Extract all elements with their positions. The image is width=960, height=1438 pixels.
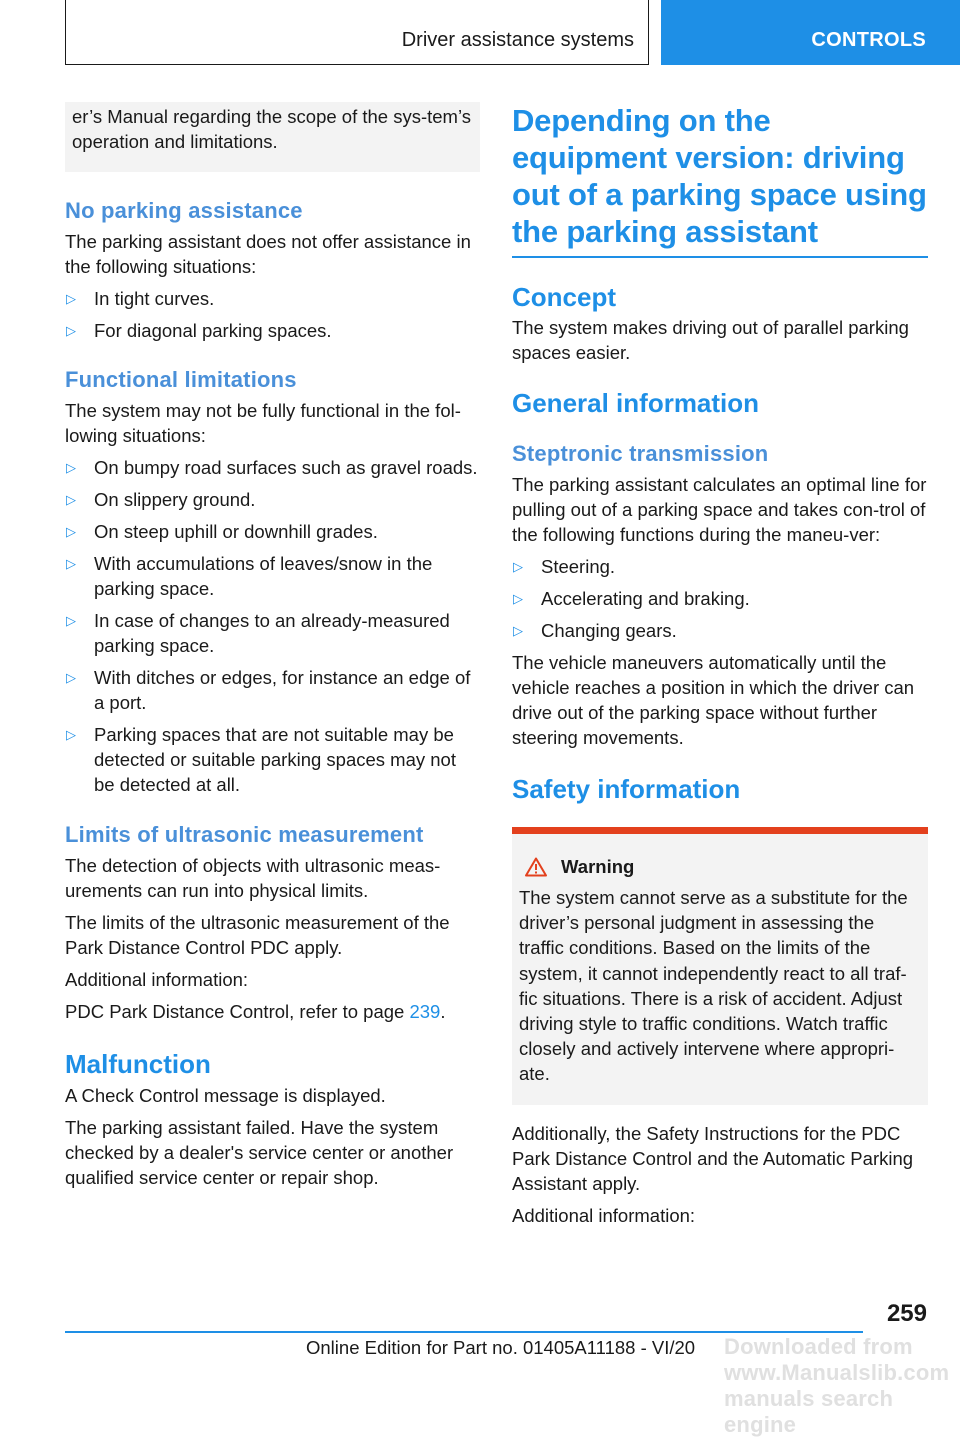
steptronic-list [512,554,928,643]
triangle-bullet-icon: ▷ [66,613,76,628]
safety-p2: Additional information: [512,1204,696,1226]
heading-safety-information: Safety information [512,774,741,804]
list-item: ▷ On slippery ground. [66,489,256,510]
watermark-text: Downloaded from www.Manualslib.com manuals search engine [724,1334,950,1437]
no-parking-intro: The parking assistant does not offer assistance in the following situations: [65,231,471,277]
triangle-bullet-icon: ▷ [66,524,76,539]
header-section-title: Driver assistance systems [401,29,634,51]
footer-rule [65,1331,863,1333]
concept-text: The system makes driving out of parallel parking spaces easier. [512,317,909,363]
list-item: ▷ On bumpy road surfaces such as gravel roads. [66,457,478,478]
heading-concept: Concept [512,282,616,312]
triangle-bullet-icon: ▷ [66,492,76,507]
warning-triangle-icon [525,857,547,877]
warning-box [512,827,928,1105]
heading-functional-limitations: Functional limitations [65,367,297,392]
list-item: ▷ In case of changes to an already-measured parking space. [66,610,450,656]
list-item: ▷ In tight curves. [66,288,215,309]
warning-header [519,854,924,880]
chapter-title: Depending on the equipment version: driving out of a parking space using the parking assistant [512,103,927,249]
malfunction-p2: The parking assistant failed. Have the system checked by a dealer's service center or another qualified service center or repair shop. [65,1117,454,1188]
heading-ultrasonic-limits: Limits of ultrasonic measurement [65,822,424,847]
title-rule [512,256,928,258]
no-parking-list [65,286,480,343]
list-item: ▷ Parking spaces that are not suitable may be detected or suitable parking spaces may not be detected at all. [66,724,456,795]
steptronic-text: The vehicle maneuvers automatically until the vehicle reaches a position in which the driver can drive out of the parking space without further steering movements. [512,652,915,748]
list-item: ▷ With accumulations of leaves/snow in the parking space. [66,553,433,599]
heading-malfunction: Malfunction [65,1049,211,1079]
functional-intro: The system may not be fully functional in the fol-lowing situations: [65,400,461,446]
page-reference-link[interactable]: 239 [409,1001,441,1022]
list-item: ▷ Steering. [513,556,616,577]
right-column [512,102,928,1228]
triangle-bullet-icon: ▷ [66,460,76,475]
page-number: 259 [886,1300,927,1327]
ultrasonic-p4: PDC Park Distance Control, refer to page 239. [65,1001,446,1022]
note-box [65,102,480,172]
header-chapter-tab[interactable] [661,0,960,65]
header-chapter-label: CONTROLS [811,29,926,51]
triangle-bullet-icon: ▷ [513,623,523,638]
list-item: ▷ With ditches or edges, for instance an edge of a port. [66,667,471,713]
header-section-box [65,0,649,65]
triangle-bullet-icon: ▷ [66,291,76,306]
triangle-bullet-icon: ▷ [66,323,76,338]
steptronic-intro: The parking assistant calculates an optimal line for pulling out of a parking space and takes con-trol of the following functions during the maneu-ver: [512,474,927,545]
heading-steptronic: Steptronic transmission [512,441,769,466]
warning-text: The system cannot serve as a substitute for the driver’s personal judgment in assessing the traffic conditions. Based on the limits of the system, it cannot independently react to all traf-fic situations. There is a risk of accident. Adjust driving style to traffic conditions. Watch traffic closely and actively intervene where appropri-ate. [519,887,908,1085]
list-item: ▷ Accelerating and braking. [513,588,750,609]
ultrasonic-p2: The limits of the ultrasonic measurement of the Park Distance Control PDC apply. [65,912,450,958]
list-item: ▷ For diagonal parking spaces. [66,320,332,341]
warning-title: Warning [561,856,635,877]
ultrasonic-p1: The detection of objects with ultrasonic meas-urements can run into physical limits. [65,855,441,901]
triangle-bullet-icon: ▷ [513,559,523,574]
footer-edition: Online Edition for Part no. 01405A11188 - VI/20 [306,1337,696,1358]
ultrasonic-p3: Additional information: [65,969,249,990]
left-column [65,102,480,1190]
functional-list [65,455,480,797]
triangle-bullet-icon: ▷ [513,591,523,606]
heading-general-information: General information [512,388,760,418]
malfunction-p1: A Check Control message is displayed. [65,1085,386,1106]
note-text: er’s Manual regarding the scope of the sys-tem’s operation and limitations. [72,106,471,152]
triangle-bullet-icon: ▷ [66,556,76,571]
list-item: ▷ Changing gears. [513,620,677,641]
list-item: ▷ On steep uphill or downhill grades. [66,521,378,542]
safety-p1: Additionally, the Safety Instructions for the PDC Park Distance Control and the Automatic Parking Assistant apply. [512,1122,914,1194]
heading-no-parking-assistance: No parking assistance [65,198,303,223]
triangle-bullet-icon: ▷ [66,727,76,742]
triangle-bullet-icon: ▷ [66,670,76,685]
